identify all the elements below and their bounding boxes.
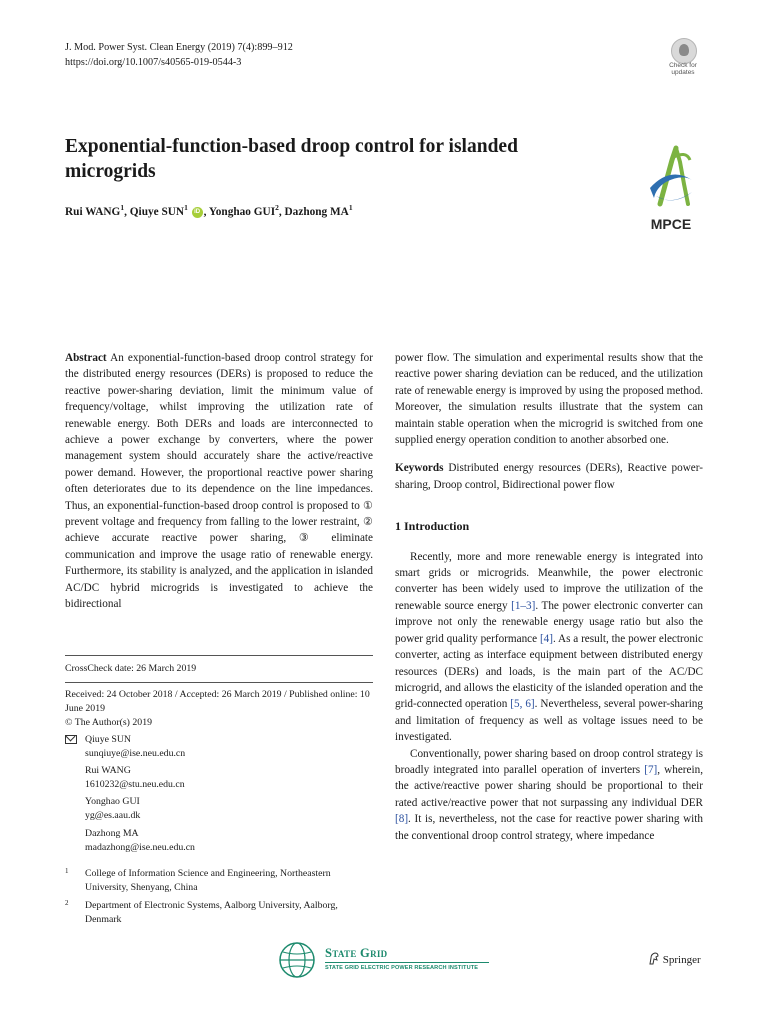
right-column [395,350,703,844]
abstract-text-part1: An exponential-function-based droop control strategy for the distributed energy resources (DERs) is proposed to reduce the reactive power-sharing deviation, limit the minimum value of frequency/voltage, whilst improving the utilization rate of renewable energy. Both DERs and loads are interconnected to achieve a power exchange by converters, where the power management system should accurately share the active/reactive power demand. However, the proportional reactive power sharing often deteriorates due to its dependence on the line impedances. Thus, an exponential-function-based droop control is proposed to ① prevent voltage and frequency from falling to the lower restraint, ② achieve accurate reactive power sharing, ③ eliminate communication and improve the usage ratio of renewable energy. Furthermore, its stability is analyzed, and the application in islanded AC/DC hybrid microgrids is investigated to achieve the bidirectional [65,352,373,611]
contact-email[interactable]: 1610232@stu.neu.edu.cn [85,778,185,790]
mpce-logo [636,142,706,234]
affiliation-number: 1 [65,867,69,875]
author-affiliation-mark: 2 [275,203,279,212]
article-history [65,688,373,729]
affiliation [65,867,373,897]
doi-link[interactable]: https://doi.org/10.1007/s40565-019-0544-3 [65,57,242,68]
check-for-updates-badge[interactable] [664,38,702,74]
intro-text: . Nevertheless, several power-sharing and limitation of frequency as well as voltage issues need to be investigated. [395,698,703,744]
citation-link[interactable]: [4] [539,632,553,645]
author-name: Dazhong MA [284,205,349,218]
state-grid-institute: STATE GRID ELECTRIC POWER RESEARCH INSTITUTE [325,965,479,971]
intro-text: , wherein, the active/reactive power sharing should be proportional to their rated active/reactive power that not surpassing any individual DER [395,763,703,809]
author-affiliation-mark: 1 [184,203,188,212]
corresponding-contacts [65,733,373,853]
springer-brand [648,952,701,966]
received-dates: Received: 24 October 2018 / Accepted: 26 March 2019 / Published online: 10 June 2019 [65,689,370,714]
email-icon [65,735,77,744]
check-updates-icon [671,38,697,64]
springer-horse-icon [648,952,660,965]
intro-text: . It is, nevertheless, not the case for reactive power sharing with the conventional droop control strategy, where impedance [395,813,703,842]
footnote-divider [65,655,373,656]
springer-label: Springer [662,954,701,966]
contact-name: Dazhong MA [85,828,139,839]
intro-paragraph-1 [395,549,703,746]
abstract-left-column [65,350,373,613]
footnote-divider [65,682,373,683]
author-list: Rui WANG$^1$, Qiuye SUN$^1$ iD , Yonghao GUI$^2$, Dazhong $MA^1$ [65,203,353,218]
intro-text: . As a result, the power electronic converter, acting as interface equipment between distributed energy resources (DERs) and loads, is the main part of the AC/DC microgrid, and allows the elasticity of the islanded operation and the grid-connected operation [395,632,703,711]
journal-citation: J. Mod. Power Syst. Clean Energy (2019) 7(4):899–912 [65,42,293,53]
intro-text: . The power electronic converter can improve not only the renewable energy usage ratio but also the power grid quality performance [395,599,703,645]
intro-text: Recently, more and more renewable energy is integrated into smart grids or microgrids. Meanwhile, the power electronic converter has been widely used to improve the utilization of the renewable source energy [395,550,703,612]
copyright: © The Author(s) 2019 [65,716,152,728]
state-grid-logo [277,940,497,980]
author-affiliation-mark: 1 [120,203,125,212]
contact-name: Rui WANG [85,765,131,776]
paper-title: Exponential-function-based droop control for islanded microgrids [65,136,518,182]
mpce-logo-text: MPCE [650,216,692,232]
journal-header [65,40,293,70]
crosscheck-note: CrossCheck date: 26 March 2019 [65,663,197,674]
keywords-label: Keywords [395,462,444,475]
citation-link[interactable]: [8] [395,813,409,826]
contact-entry [85,764,365,792]
orcid-icon[interactable]: iD [192,207,203,218]
intro-paragraph-2 [395,746,703,844]
contact-entry [85,795,365,823]
author-affiliation-mark: 1 [348,203,353,212]
contact-name: Qiuye SUN [85,734,131,745]
contact-entry [85,733,365,761]
citation-link[interactable]: [1–3] [511,599,536,612]
contact-entry [85,827,365,855]
contact-name: Yonghao GUI [85,796,140,807]
abstract-label: Abstract [65,352,107,364]
citation-link[interactable]: [7] [644,763,658,776]
contact-email[interactable]: madazhong@ise.neu.edu.cn [85,841,195,853]
check-updates-label: Check for updates [669,62,697,76]
keywords [395,460,703,493]
affiliation-text: College of Information Science and Engineering, Northeastern University, Shenyang, China [85,868,331,893]
section-heading-introduction: 1 Introduction [395,519,470,534]
author-name: Rui WANG [65,205,121,218]
author-name: Yonghao GUI [208,205,276,218]
affiliation [65,899,373,929]
citation-link[interactable]: [5, 6] [510,698,535,711]
state-grid-name: State Grid [325,946,388,960]
affiliation-text: Department of Electronic Systems, Aalborg University, Aalborg, Denmark [85,900,338,925]
author-name: Qiuye SUN [129,205,185,218]
keywords-text: Distributed energy resources (DERs), Reactive power-sharing, Droop control, Bidirectional power flow [395,462,704,491]
state-grid-divider [325,962,489,963]
abstract [65,350,373,613]
affiliation-number: 2 [65,899,69,907]
abstract-continued: power flow. The simulation and experimental results show that the reactive power sharing deviation can be reduced, and the utilization rate of renewable energy is improved by using the proposed method. Moreover, the simulation results illustrate that the system can maintain stable operation when the microgrid is switched from one supplied energy operation condition to another absorbed one. [395,352,703,447]
intro-text: Conventionally, power sharing based on droop control strategy is broadly integrated into parallel operation of inverters [395,747,703,776]
globe-icon [277,940,317,980]
contact-email[interactable]: yg@es.aau.dk [85,809,141,821]
contact-email[interactable]: sunqiuye@ise.neu.edu.cn [85,747,186,759]
